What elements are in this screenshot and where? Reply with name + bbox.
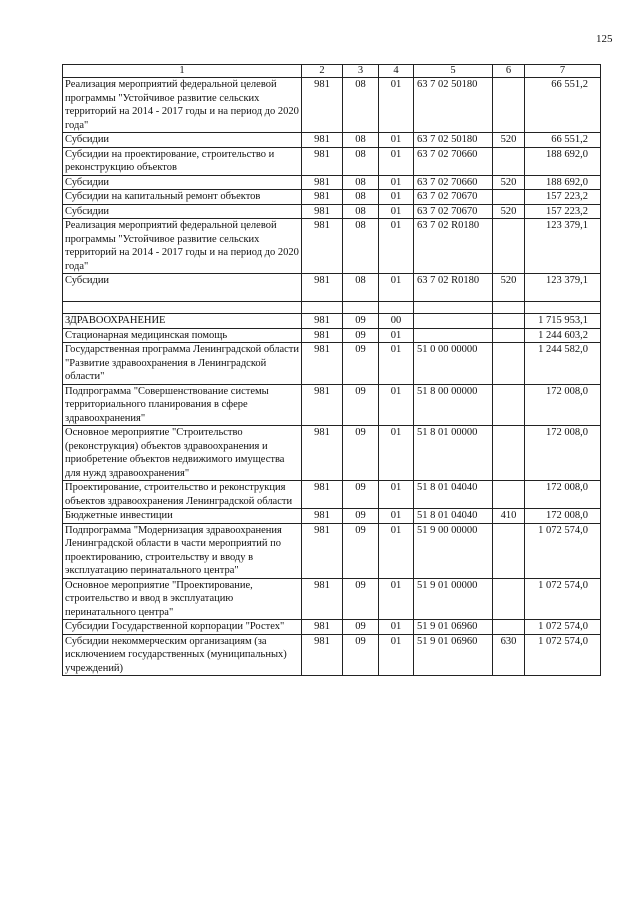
cell-target-article: 63 7 02 R0180 (414, 219, 493, 274)
cell-amount: 1 244 582,0 (525, 343, 601, 385)
row-name: Проектирование, строительство и реконструкция объектов здравоохранения Ленинградской области (63, 481, 302, 509)
cell-admin-code: 981 (302, 204, 343, 219)
cell-expense-type (493, 384, 525, 426)
table-row (63, 578, 601, 620)
cell-amount: 123 379,1 (525, 219, 601, 274)
cell-section: 09 (343, 620, 379, 635)
cell-section: 08 (343, 219, 379, 274)
cell-subsection: 01 (379, 328, 414, 343)
page-number: 125 (596, 33, 613, 45)
cell-admin-code: 981 (302, 426, 343, 481)
cell-section: 08 (343, 147, 379, 175)
cell-amount: 157 223,2 (525, 204, 601, 219)
table-row (63, 509, 601, 524)
cell-section: 08 (343, 274, 379, 302)
cell-subsection: 01 (379, 509, 414, 524)
cell-amount: 188 692,0 (525, 147, 601, 175)
empty-cell (493, 302, 525, 314)
cell-amount: 1 244 603,2 (525, 328, 601, 343)
cell-subsection: 01 (379, 634, 414, 676)
cell-expense-type (493, 426, 525, 481)
cell-admin-code: 981 (302, 190, 343, 205)
cell-expense-type: 520 (493, 175, 525, 190)
row-name: Субсидии (63, 274, 302, 302)
cell-target-article: 63 7 02 R0180 (414, 274, 493, 302)
cell-admin-code: 981 (302, 481, 343, 509)
column-header: 6 (493, 65, 525, 78)
cell-section: 08 (343, 78, 379, 133)
cell-target-article (414, 314, 493, 329)
row-name: Бюджетные инвестиции (63, 509, 302, 524)
cell-amount: 66 551,2 (525, 133, 601, 148)
cell-expense-type: 520 (493, 274, 525, 302)
cell-admin-code: 981 (302, 78, 343, 133)
cell-expense-type (493, 314, 525, 329)
row-name: Субсидии некоммерческим организациям (за исключением государственных (муниципальных) учреждений) (63, 634, 302, 676)
cell-target-article: 51 8 01 04040 (414, 481, 493, 509)
cell-amount: 188 692,0 (525, 175, 601, 190)
table-row (63, 481, 601, 509)
cell-section: 09 (343, 314, 379, 329)
column-header: 2 (302, 65, 343, 78)
empty-cell (343, 302, 379, 314)
cell-target-article: 51 8 01 04040 (414, 509, 493, 524)
cell-section: 09 (343, 426, 379, 481)
cell-target-article: 51 9 00 00000 (414, 523, 493, 578)
empty-cell (379, 302, 414, 314)
cell-subsection: 00 (379, 314, 414, 329)
cell-amount: 1 715 953,1 (525, 314, 601, 329)
cell-section: 09 (343, 343, 379, 385)
cell-section: 09 (343, 578, 379, 620)
cell-admin-code: 981 (302, 620, 343, 635)
cell-target-article: 51 9 01 00000 (414, 578, 493, 620)
cell-amount: 172 008,0 (525, 426, 601, 481)
empty-cell (414, 302, 493, 314)
table-row (63, 314, 601, 329)
cell-amount: 157 223,2 (525, 190, 601, 205)
cell-section: 08 (343, 204, 379, 219)
row-name: Государственная программа Ленинградской области "Развитие здравоохранения в Ленинградской области" (63, 343, 302, 385)
cell-subsection: 01 (379, 147, 414, 175)
cell-subsection: 01 (379, 78, 414, 133)
cell-admin-code: 981 (302, 219, 343, 274)
cell-target-article (414, 328, 493, 343)
cell-amount: 172 008,0 (525, 481, 601, 509)
cell-subsection: 01 (379, 384, 414, 426)
cell-section: 08 (343, 190, 379, 205)
row-name: Подпрограмма "Совершенствование системы территориального планирования в сфере здравоохранения" (63, 384, 302, 426)
cell-expense-type (493, 219, 525, 274)
cell-subsection: 01 (379, 190, 414, 205)
cell-amount: 1 072 574,0 (525, 578, 601, 620)
row-name: Субсидии (63, 133, 302, 148)
row-name: Подпрограмма "Модернизация здравоохранения Ленинградской области в части мероприятий по проектированию, строительству и вводу в эксплуатацию перинатального центра" (63, 523, 302, 578)
cell-section: 09 (343, 384, 379, 426)
cell-subsection: 01 (379, 343, 414, 385)
table-row (63, 384, 601, 426)
table-row (63, 190, 601, 205)
spacer-row (63, 302, 601, 314)
empty-cell (525, 302, 601, 314)
table-row (63, 343, 601, 385)
cell-target-article: 51 8 01 00000 (414, 426, 493, 481)
cell-admin-code: 981 (302, 147, 343, 175)
cell-section: 09 (343, 634, 379, 676)
row-name: Стационарная медицинская помощь (63, 328, 302, 343)
cell-amount: 66 551,2 (525, 78, 601, 133)
cell-target-article: 51 9 01 06960 (414, 620, 493, 635)
table-row (63, 175, 601, 190)
row-name: ЗДРАВООХРАНЕНИЕ (63, 314, 302, 329)
cell-target-article: 63 7 02 70670 (414, 204, 493, 219)
header-row (63, 65, 601, 78)
cell-amount: 123 379,1 (525, 274, 601, 302)
cell-target-article: 63 7 02 70660 (414, 175, 493, 190)
cell-amount: 1 072 574,0 (525, 523, 601, 578)
cell-admin-code: 981 (302, 384, 343, 426)
empty-cell (63, 302, 302, 314)
cell-admin-code: 981 (302, 133, 343, 148)
cell-expense-type: 520 (493, 204, 525, 219)
cell-admin-code: 981 (302, 634, 343, 676)
cell-target-article: 63 7 02 50180 (414, 133, 493, 148)
cell-admin-code: 981 (302, 328, 343, 343)
table-row (63, 274, 601, 302)
cell-admin-code: 981 (302, 314, 343, 329)
cell-target-article: 51 0 00 00000 (414, 343, 493, 385)
cell-section: 08 (343, 133, 379, 148)
cell-amount: 1 072 574,0 (525, 634, 601, 676)
cell-expense-type: 630 (493, 634, 525, 676)
column-header: 7 (525, 65, 601, 78)
table-row (63, 634, 601, 676)
row-name: Основное мероприятие "Строительство (реконструкция) объектов здравоохранения и приобретение объектов недвижимого имущества для нужд здравоохранения" (63, 426, 302, 481)
cell-target-article: 63 7 02 70660 (414, 147, 493, 175)
cell-admin-code: 981 (302, 509, 343, 524)
table-row (63, 426, 601, 481)
cell-expense-type (493, 578, 525, 620)
cell-admin-code: 981 (302, 274, 343, 302)
row-name: Реализация мероприятий федеральной целевой программы "Устойчивое развитие сельских территорий на 2014 - 2017 годы и на период до 2020 года" (63, 78, 302, 133)
cell-subsection: 01 (379, 426, 414, 481)
table-row (63, 147, 601, 175)
cell-expense-type: 520 (493, 133, 525, 148)
cell-target-article: 51 8 00 00000 (414, 384, 493, 426)
table-row (63, 133, 601, 148)
cell-subsection: 01 (379, 219, 414, 274)
cell-expense-type (493, 481, 525, 509)
table-row (63, 219, 601, 274)
column-header: 5 (414, 65, 493, 78)
cell-subsection: 01 (379, 481, 414, 509)
cell-section: 08 (343, 175, 379, 190)
budget-table (62, 64, 601, 676)
cell-expense-type (493, 620, 525, 635)
cell-subsection: 01 (379, 620, 414, 635)
cell-section: 09 (343, 481, 379, 509)
cell-expense-type (493, 78, 525, 133)
row-name: Реализация мероприятий федеральной целевой программы "Устойчивое развитие сельских территорий на 2014 - 2017 годы и на период до 2020 года" (63, 219, 302, 274)
cell-subsection: 01 (379, 204, 414, 219)
row-name: Субсидии (63, 204, 302, 219)
cell-amount: 172 008,0 (525, 384, 601, 426)
row-name: Субсидии на капитальный ремонт объектов (63, 190, 302, 205)
cell-expense-type (493, 190, 525, 205)
empty-cell (302, 302, 343, 314)
row-name: Субсидии (63, 175, 302, 190)
cell-target-article: 63 7 02 50180 (414, 78, 493, 133)
table-row (63, 78, 601, 133)
cell-expense-type (493, 147, 525, 175)
table-row (63, 523, 601, 578)
cell-subsection: 01 (379, 578, 414, 620)
cell-admin-code: 981 (302, 523, 343, 578)
table-row (63, 204, 601, 219)
cell-admin-code: 981 (302, 175, 343, 190)
cell-target-article: 51 9 01 06960 (414, 634, 493, 676)
cell-expense-type (493, 328, 525, 343)
row-name: Основное мероприятие "Проектирование, строительство и ввод в эксплуатацию перинатального центра" (63, 578, 302, 620)
row-name: Субсидии Государственной корпорации "Ростех" (63, 620, 302, 635)
cell-subsection: 01 (379, 523, 414, 578)
cell-subsection: 01 (379, 274, 414, 302)
cell-expense-type: 410 (493, 509, 525, 524)
column-header: 3 (343, 65, 379, 78)
cell-subsection: 01 (379, 133, 414, 148)
cell-admin-code: 981 (302, 343, 343, 385)
table-row (63, 328, 601, 343)
cell-admin-code: 981 (302, 578, 343, 620)
cell-expense-type (493, 523, 525, 578)
cell-amount: 172 008,0 (525, 509, 601, 524)
cell-expense-type (493, 343, 525, 385)
table-row (63, 620, 601, 635)
row-name: Субсидии на проектирование, строительство и реконструкцию объектов (63, 147, 302, 175)
column-header: 4 (379, 65, 414, 78)
cell-amount: 1 072 574,0 (525, 620, 601, 635)
cell-section: 09 (343, 509, 379, 524)
column-header: 1 (63, 65, 302, 78)
cell-section: 09 (343, 523, 379, 578)
cell-subsection: 01 (379, 175, 414, 190)
cell-section: 09 (343, 328, 379, 343)
cell-target-article: 63 7 02 70670 (414, 190, 493, 205)
